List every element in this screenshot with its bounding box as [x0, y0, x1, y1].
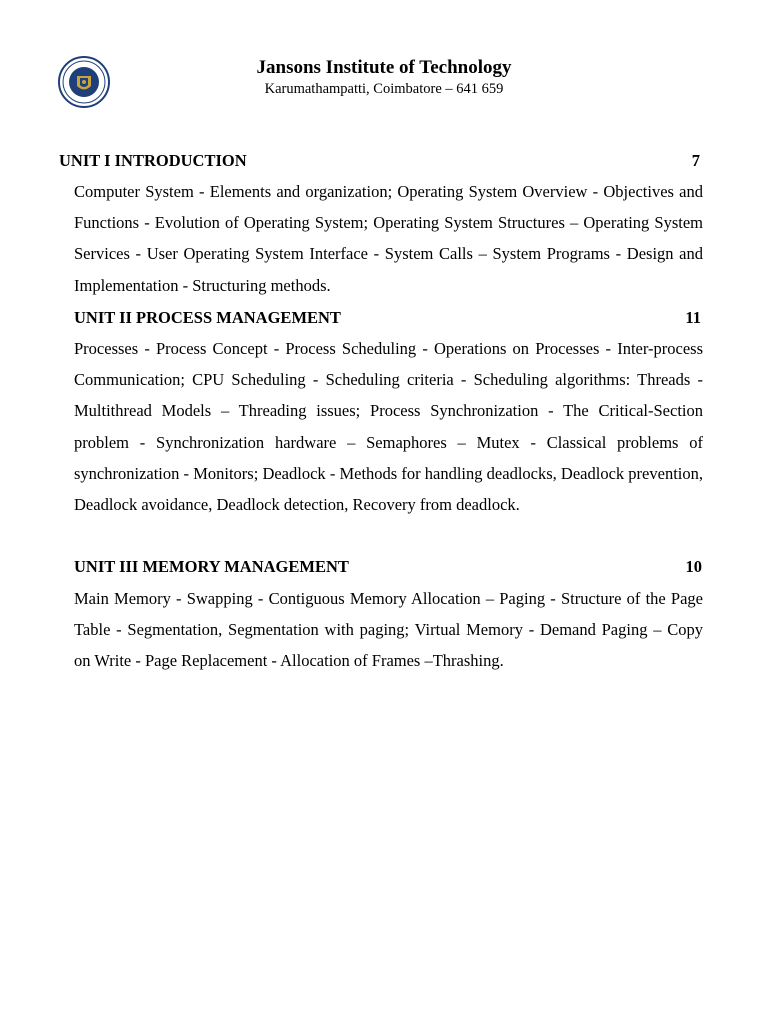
unit-content: Main Memory - Swapping - Contiguous Memory Allocation – Paging - Structure of the Page Table - Segmentation, Segmentation with paging; Virtual Memory - Demand Paging – Copy on Write - Page Replacement - Allocation of Frames –Thrashing.: [74, 589, 703, 671]
unit-heading: [59, 151, 700, 171]
unit-title: UNIT I INTRODUCTION: [59, 151, 247, 170]
unit-heading: [74, 308, 701, 328]
unit-title: UNIT II PROCESS MANAGEMENT: [74, 308, 341, 327]
unit-hours: 11: [685, 308, 701, 327]
unit-content: Processes - Process Concept - Process Scheduling - Operations on Processes - Inter-process Communication; CPU Scheduling - Scheduling criteria - Scheduling algorithms: Threads - Multithread Models – Threading issues; Process Synchronization - The Critical-Section problem - Synchronization hardware – Semaphores – Mutex - Classical problems of synchronization - Monitors; Deadlock - Methods for handling deadlocks, Deadlock prevention, Deadlock avoidance, Deadlock detection, Recovery from deadlock.: [74, 339, 703, 515]
institution-address: Karumathampatti, Coimbatore – 641 659: [264, 81, 504, 97]
unit-content: Computer System - Elements and organization; Operating System Overview - Objectives and Functions - Evolution of Operating System; Operating System Structures – Operating System Services - User Operating System Interface - System Calls – System Programs - Design and Implementation - Structuring methods.: [74, 182, 703, 295]
institution-name: Jansons Institute of Technology: [256, 57, 512, 78]
unit-title: UNIT III MEMORY MANAGEMENT: [74, 557, 349, 576]
unit-hours: 7: [691, 151, 700, 170]
unit-hours: 10: [685, 557, 702, 576]
unit-heading: [74, 557, 702, 577]
